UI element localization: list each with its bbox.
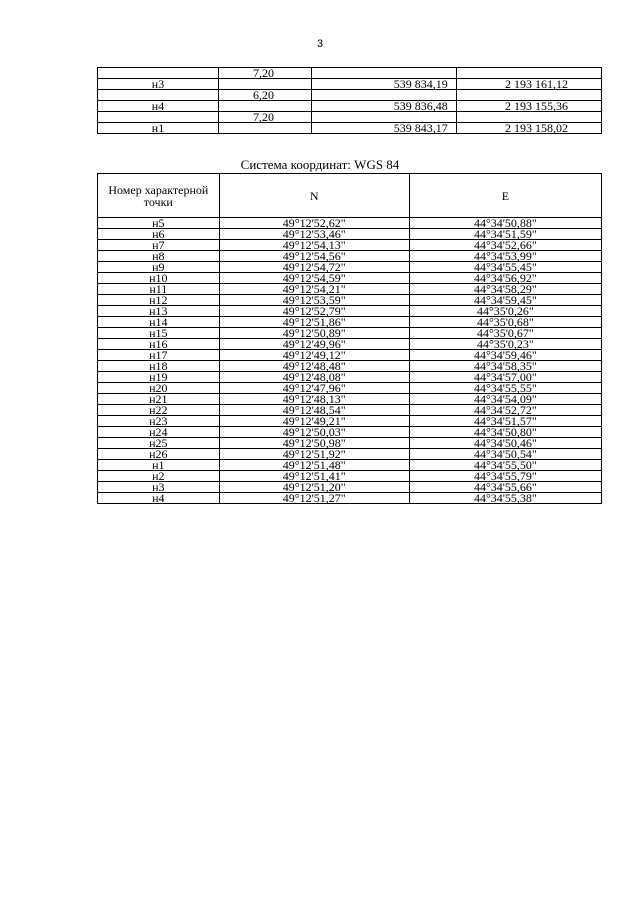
point-cell: н6 [98,229,220,240]
e-cell: 44°34'54,09" [409,394,601,405]
n-cell: 49°12'54,13" [219,240,409,251]
e-cell: 44°34'50,80" [409,427,601,438]
e-cell: 44°34'50,88" [409,218,601,229]
x-cell: 539 834,19 [311,79,456,90]
y-cell: 2 193 155,36 [456,101,601,112]
x-cell: 539 843,17 [311,123,456,134]
e-cell: 44°34'59,45" [409,295,601,306]
table-row [98,101,602,112]
point-cell: н22 [98,405,220,416]
point-cell: н16 [98,339,220,350]
point-cell: н26 [98,449,220,460]
y-cell: 2 193 161,12 [456,79,601,90]
table-row [98,79,602,90]
point-cell: н20 [98,383,220,394]
n-cell: 49°12'51,41" [219,471,409,482]
header-e: E [409,174,601,218]
point-cell: н3 [98,79,219,90]
point-cell: н23 [98,416,220,427]
n-cell: 49°12'54,59" [219,273,409,284]
n-cell: 49°12'53,46" [219,229,409,240]
n-cell: 49°12'51,48" [219,460,409,471]
n-cell: 49°12'48,54" [219,405,409,416]
distance-cell: 7,20 [219,112,312,123]
point-cell: н17 [98,350,220,361]
e-cell: 44°34'55,66" [409,482,601,493]
n-cell: 49°12'48,13" [219,394,409,405]
e-cell: 44°34'58,29" [409,284,601,295]
point-cell: н1 [98,460,220,471]
coordinate-system-caption: Система координат: WGS 84 [240,157,400,172]
e-cell: 44°34'52,66" [409,240,601,251]
e-cell: 44°35'0,26" [409,306,601,317]
n-cell: 49°12'54,21" [219,284,409,295]
e-cell: 44°34'55,45" [409,262,601,273]
n-cell: 49°12'48,48" [219,361,409,372]
table-row [98,123,602,134]
n-cell: 49°12'54,72" [219,262,409,273]
distance-cell [219,123,312,134]
coord-table-header [98,174,602,218]
point-cell: н11 [98,284,220,295]
point-cell: н8 [98,251,220,262]
coord-table-body [98,218,602,504]
x-cell: 539 836,48 [311,101,456,112]
distance-cell: 6,20 [219,90,312,101]
point-cell: н3 [98,482,220,493]
n-cell: 49°12'49,21" [219,416,409,427]
coord-header-row [98,174,602,218]
n-cell: 49°12'52,62" [219,218,409,229]
n-cell: 49°12'49,12" [219,350,409,361]
point-cell: н13 [98,306,220,317]
n-cell: 49°12'48,08" [219,372,409,383]
n-cell: 49°12'50,89" [219,328,409,339]
e-cell: 44°34'57,00" [409,372,601,383]
n-cell: 49°12'47,96" [219,383,409,394]
n-cell: 49°12'51,92" [219,449,409,460]
point-cell: н10 [98,273,220,284]
distance-cell: 7,20 [219,68,312,79]
point-cell: н7 [98,240,220,251]
point-cell: н5 [98,218,220,229]
e-cell: 44°34'55,38" [409,493,601,504]
n-cell: 49°12'52,79" [219,306,409,317]
e-cell: 44°35'0,68" [409,317,601,328]
point-cell: н14 [98,317,220,328]
wgs84-coordinates-table [97,173,602,504]
e-cell: 44°34'53,99" [409,251,601,262]
e-cell: 44°34'56,92" [409,273,601,284]
point-cell: н24 [98,427,220,438]
continuation-table-body [98,68,602,134]
n-cell: 49°12'51,86" [219,317,409,328]
point-cell: н9 [98,262,220,273]
n-cell: 49°12'51,27" [219,493,409,504]
point-cell: н15 [98,328,220,339]
point-cell: н21 [98,394,220,405]
point-cell: н4 [98,101,219,112]
e-cell: 44°34'55,79" [409,471,601,482]
e-cell: 44°34'52,72" [409,405,601,416]
e-cell: 44°34'51,57" [409,416,601,427]
e-cell: 44°34'55,50" [409,460,601,471]
point-cell: н25 [98,438,220,449]
table-row [98,493,602,504]
e-cell: 44°34'55,55" [409,383,601,394]
point-cell: н12 [98,295,220,306]
header-point-number: Номер характерной точки [98,174,220,218]
n-cell: 49°12'54,56" [219,251,409,262]
n-cell: 49°12'50,98" [219,438,409,449]
y-cell: 2 193 158,02 [456,123,601,134]
e-cell: 44°35'0,67" [409,328,601,339]
e-cell: 44°35'0,23" [409,339,601,350]
n-cell: 49°12'49,96" [219,339,409,350]
point-cell: н19 [98,372,220,383]
n-cell: 49°12'53,59" [219,295,409,306]
e-cell: 44°34'51,59" [409,229,601,240]
e-cell: 44°34'58,35" [409,361,601,372]
point-cell: н18 [98,361,220,372]
e-cell: 44°34'50,54" [409,449,601,460]
n-cell: 49°12'51,20" [219,482,409,493]
point-cell: н1 [98,123,219,134]
coordinates-continuation-table [97,67,602,134]
point-cell: н2 [98,471,220,482]
header-n: N [219,174,409,218]
n-cell: 49°12'50,03" [219,427,409,438]
e-cell: 44°34'59,46" [409,350,601,361]
point-cell: н4 [98,493,220,504]
e-cell: 44°34'50,46" [409,438,601,449]
page-number: 3 [316,38,324,50]
